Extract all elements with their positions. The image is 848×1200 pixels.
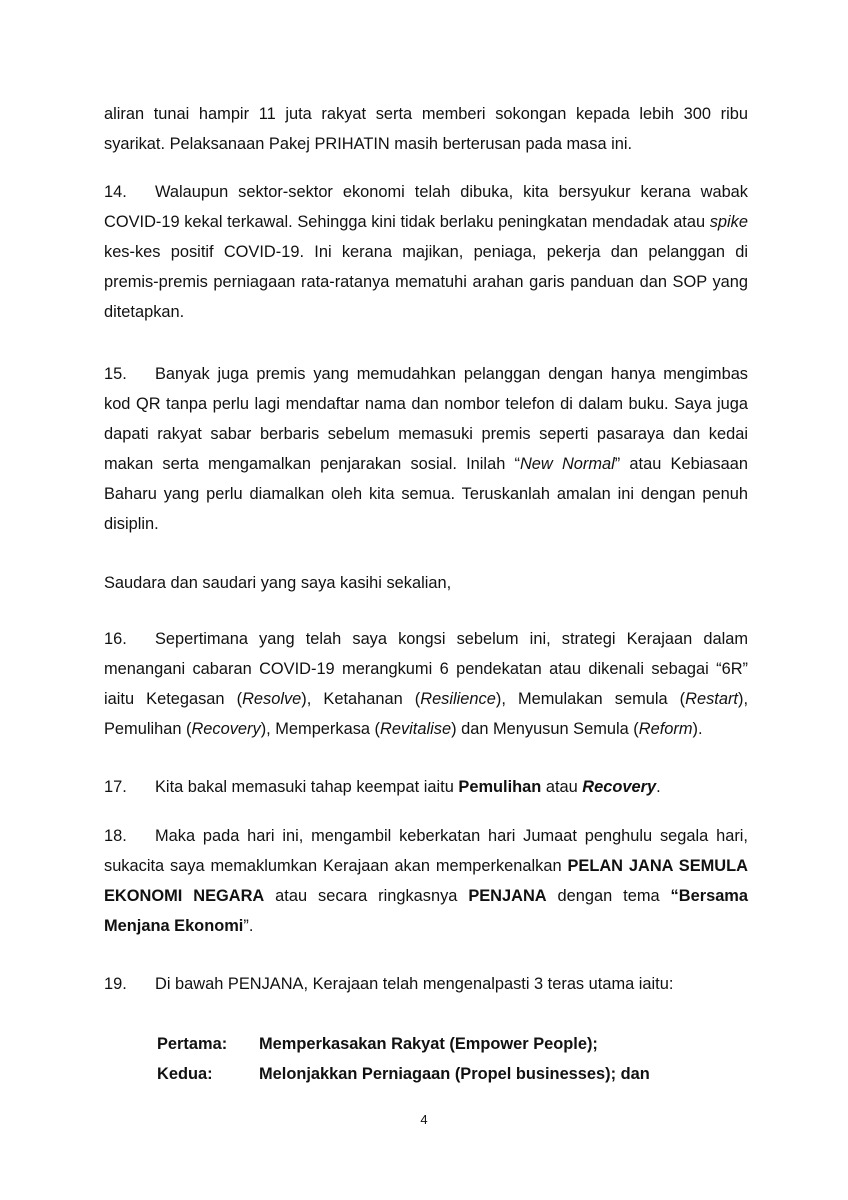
italic-term: spike [709, 213, 748, 231]
paragraph-14 [104, 177, 748, 327]
paragraph-continued [104, 99, 748, 159]
paragraph-number: 19. [104, 975, 127, 993]
paragraph-text: kes-kes positif COVID-19. Ini kerana majikan, peniaga, pekerja dan pelanggan di premis-premis perniagaan rata-ratanya mematuhi arahan garis panduan dan SOP yang ditetapkan. [104, 243, 748, 321]
paragraph-text: aliran tunai hampir 11 juta rakyat serta memberi sokongan kepada lebih 300 ribu syarikat. Pelaksanaan Pakej PRIHATIN masih berterusan pada masa ini. [104, 105, 748, 153]
greeting-text: Saudara dan saudari yang saya kasihi sekalian, [104, 574, 452, 592]
paragraph-text: Kita bakal memasuki tahap keempat iaitu [155, 778, 459, 796]
paragraph-text: ”. [243, 917, 254, 935]
bold-italic-term: Recovery [582, 778, 657, 796]
paragraph-16 [104, 624, 748, 744]
italic-term: Restart [685, 690, 738, 708]
bold-term: PELAN JANA SEMULA EKONOMI NEGARA [104, 857, 748, 905]
paragraph-text: ). [692, 720, 703, 738]
paragraph-text: ), Pemulihan ( [104, 690, 748, 738]
paragraph-number: 16. [104, 630, 127, 648]
italic-term: New Normal [519, 455, 615, 473]
paragraph-number: 17. [104, 778, 127, 796]
paragraph-17 [104, 772, 748, 802]
paragraph-text: ) dan Menyusun Semula ( [451, 720, 639, 738]
list-item [157, 1059, 650, 1089]
paragraph-number: 14. [104, 183, 127, 201]
list-item-label: Kedua: [157, 1065, 213, 1083]
paragraph-text: Sepertimana yang telah saya kongsi sebelum ini, strategi Kerajaan dalam menangani cabaran COVID-19 merangkumi 6 pendekatan atau dikenali sebagai “6R” iaitu Ketegasan ( [104, 630, 748, 708]
italic-term: Resilience [420, 690, 496, 708]
bold-term: “Bersama Menjana Ekonomi [104, 887, 748, 935]
list-item-text: Memperkasakan Rakyat (Empower People); [259, 1035, 598, 1053]
paragraph-15 [104, 359, 748, 539]
paragraph-text: ), Ketahanan ( [301, 690, 421, 708]
list-item [157, 1029, 650, 1059]
paragraph-number: 18. [104, 827, 127, 845]
paragraph-text: atau [541, 778, 583, 796]
paragraph-text: atau secara ringkasnya [264, 887, 469, 905]
paragraph-text: dengan tema [546, 887, 671, 905]
paragraph-text: ), Memperkasa ( [260, 720, 381, 738]
bold-term: Pemulihan [458, 778, 542, 796]
greeting-line [104, 568, 748, 598]
paragraph-text: Di bawah PENJANA, Kerajaan telah mengenalpasti 3 teras utama iaitu: [155, 975, 674, 993]
italic-term: Recovery [191, 720, 261, 738]
paragraph-text: . [656, 778, 661, 796]
teras-list [157, 1029, 650, 1089]
list-item-label: Pertama: [157, 1035, 228, 1053]
paragraph-18 [104, 821, 748, 941]
paragraph-text: ), Memulakan semula ( [495, 690, 686, 708]
paragraph-text: Maka pada hari ini, mengambil keberkatan hari Jumaat penghulu segala hari, sukacita saya memaklumkan Kerajaan akan memperkenalkan [104, 827, 748, 875]
paragraph-19 [104, 969, 748, 999]
list-item-text: Melonjakkan Perniagaan (Propel businesses); dan [259, 1065, 650, 1083]
paragraph-text: ” atau Kebiasaan Baharu yang perlu diamalkan oleh kita semua. Teruskanlah amalan ini dengan penuh disiplin. [104, 455, 748, 533]
bold-term: PENJANA [468, 887, 547, 905]
paragraph-text: Banyak juga premis yang memudahkan pelanggan dengan hanya mengimbas kod QR tanpa perlu lagi mendaftar nama dan nombor telefon di dalam buku. Saya juga dapati rakyat sabar berbaris sebelum memasuki premis seperti pasaraya dan kedai makan serta mengamalkan penjarakan sosial. Inilah “ [104, 365, 748, 473]
italic-term: Resolve [242, 690, 302, 708]
italic-term: Revitalise [380, 720, 452, 738]
italic-term: Reform [638, 720, 693, 738]
paragraph-text: Walaupun sektor-sektor ekonomi telah dibuka, kita bersyukur kerana wabak COVID-19 kekal terkawal. Sehingga kini tidak berlaku peningkatan mendadak atau [104, 183, 748, 231]
paragraph-number: 15. [104, 365, 127, 383]
page-number: 4 [420, 1112, 428, 1127]
